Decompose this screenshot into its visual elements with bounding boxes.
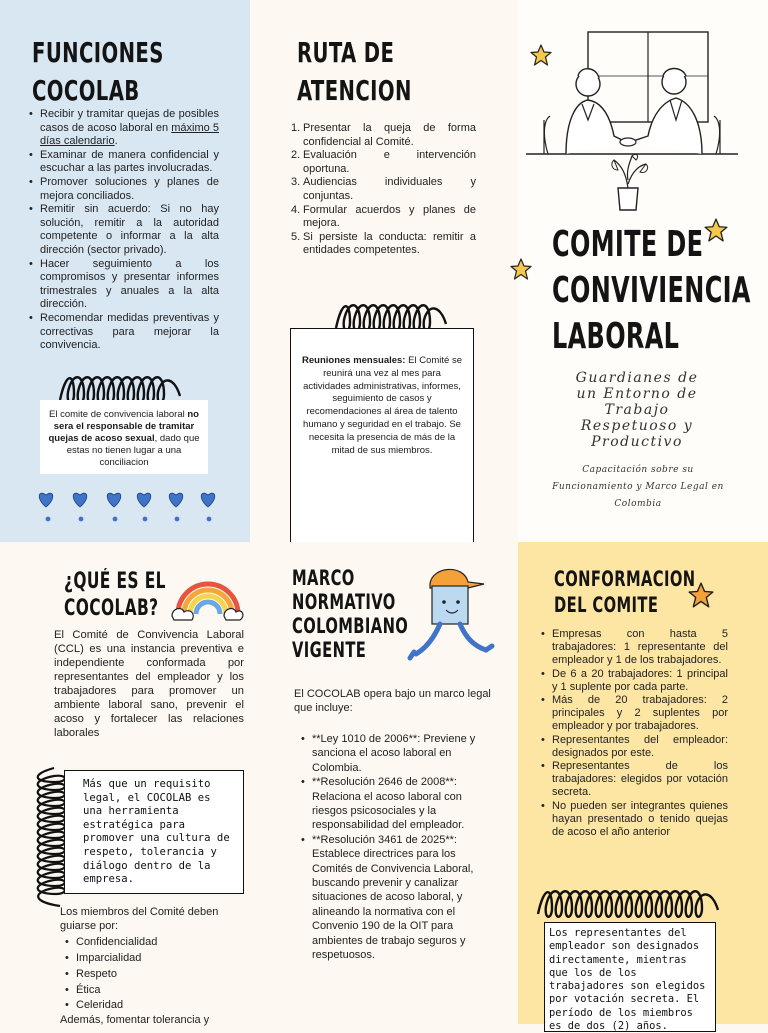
funciones-item-text: Examinar de manera confidencial y escuchar a las partes involucradas. xyxy=(40,148,219,175)
conformacion-list xyxy=(540,628,728,839)
conformacion-item: • Representantes de los trabajadores: elegidos por votación secreta. xyxy=(540,760,728,800)
funciones-item xyxy=(28,149,219,176)
law-item: • **Ley 1010 de 2006**: Previene y sanciona el acoso laboral en Colombia. xyxy=(300,732,490,775)
cover-subtitle: Guardianes de un Entorno de Trabajo Respetuoso y Productivo xyxy=(575,370,699,450)
principles-list xyxy=(64,935,250,1014)
principle-item: • Confidencialidad xyxy=(64,935,250,951)
conformacion-item: • Más de 20 trabajadores: 2 principales y 2 suplentes por empleador y por trabajadores. xyxy=(540,694,728,734)
spiral-binding-icon xyxy=(536,890,722,926)
que-es-note: Más que un requisito legal, el COCOLAB es una herramienta estratégica para promover una cultura de respeto, tolerancia y diálogo dentro de la empresa. xyxy=(64,770,244,894)
rainbow-icon xyxy=(170,564,244,626)
cover-caption: Capacitación sobre su Funcionamiento y Marco Legal en Colombia xyxy=(552,465,724,509)
funciones-item xyxy=(28,203,219,257)
law-item: • **Resolución 2646 de 2008**: Relaciona el acoso laboral con riesgos psicosociales y la responsabilidad del empleador. xyxy=(300,775,490,833)
marco-panel xyxy=(270,542,518,1024)
funciones-item xyxy=(28,108,219,149)
principles-section: Los miembros del Comité deben guiarse por: • Confidencialidad • Imparcialidad • Respeto • Ética • Celeridad Además, fomentar tolerancia y xyxy=(60,906,250,1028)
star-icon xyxy=(510,258,532,280)
ruta-step: Formular acuerdos y planes de mejora. xyxy=(303,203,476,230)
funciones-item-text: Recomendar medidas preventivas y correctivas para mejorar la convivencia. xyxy=(40,311,219,352)
ruta-note: Reuniones mensuales: El Comité se reunirá una vez al mes para actividades administrativas, informes, seguimiento de casos y recomendaciones al área de talento humano y seguridad en el trabajo. Se necesita la presencia de más de la mitad de sus miembros. xyxy=(290,328,474,562)
que-es-body: El Comité de Convivencia Laboral (CCL) es una instancia preventiva e independiente conformada por representantes del empleador y los trabajadores para promover un ambiente laboral sano, prevenir el acoso y fortalecer las relaciones laborales xyxy=(54,629,244,739)
star-icon xyxy=(688,582,714,608)
conformacion-item: • Representantes del empleador: designados por este. xyxy=(540,734,728,760)
conformacion-note: Los representantes del empleador son designados directamente, mientras que los de los trabajadores son elegidos por votación secreta. El período de los miembros es de dos (2) años. xyxy=(544,922,716,1032)
funciones-item-text: Remitir sin acuerdo: Si no hay solución, remitir a la autoridad competente o informar a la alta dirección (sector privado). xyxy=(40,203,219,256)
ruta-panel xyxy=(250,0,518,542)
cover-title: COMITE DE CONVIVIENCIA LABORAL xyxy=(552,224,751,357)
funciones-list xyxy=(28,108,219,353)
principle-item: • Respeto xyxy=(64,967,250,983)
marco-laws-list xyxy=(300,732,490,963)
funciones-item-text: Promover soluciones y planes de mejora conciliados. xyxy=(40,175,219,202)
ruta-title: RUTA DE ATENCION xyxy=(297,36,412,107)
principle-item: • Imparcialidad xyxy=(64,951,250,967)
principle-item: • Celeridad xyxy=(64,998,250,1014)
funciones-item xyxy=(28,176,219,203)
conformacion-panel xyxy=(518,542,768,1033)
principle-item: • Ética xyxy=(64,983,250,999)
funciones-item xyxy=(28,312,219,353)
ruta-step: Si persiste la conducta: remitir a entidades competentes. xyxy=(303,230,476,257)
funciones-title: FUNCIONES COCOLAB xyxy=(32,36,164,107)
ruta-steps xyxy=(291,122,476,258)
conformacion-item: • Empresas con hasta 5 trabajadores: 1 representante del empleador y 1 de los trabajadores. xyxy=(540,628,728,668)
marco-intro: El COCOLAB opera bajo un marco legal que incluye: xyxy=(294,688,491,714)
law-item: • **Resolución 3461 de 2025**: Establece directrices para los Comités de Convivencia Laboral, buscando prevenir y canalizar situaciones de acoso laboral, y alineando la normativa con el Convenio 190 de la OIT para ambientes de trabajo seguros y respetuosos. xyxy=(300,833,490,963)
funciones-item-text: Hacer seguimiento a los compromisos y presentar informes trimestrales y anuales a la alta dirección. xyxy=(40,257,219,311)
funciones-note: El comite de convivencia laboral no sera el responsable de tramitar quejas de acoso sexual, dado que estas no tienen lugar a una conciliacion xyxy=(40,400,208,474)
ruta-step: Presentar la queja de forma confidencial al Comité. xyxy=(303,122,476,148)
walking-box-character-icon xyxy=(408,562,498,672)
cover-panel xyxy=(518,0,768,542)
conformacion-item: • No pueden ser integrantes quienes hayan presentado o tenido quejas de acoso el año anterior xyxy=(540,800,728,840)
marco-title: MARCO NORMATIVO COLOMBIANO VIGENTE xyxy=(292,566,409,662)
funciones-item xyxy=(28,258,219,312)
hearts-decoration-icon xyxy=(34,485,224,525)
conformacion-item: • De 6 a 20 trabajadores: 1 principal y 1 suplente por cada parte. xyxy=(540,668,728,694)
que-es-panel xyxy=(0,542,270,1027)
handshake-illustration-icon xyxy=(526,24,738,214)
star-icon xyxy=(530,44,552,66)
deadline-text: máximo 5 días calendario xyxy=(40,121,219,148)
funciones-item-suffix: . xyxy=(114,135,118,148)
conformacion-title: CONFORMACION DEL COMITE xyxy=(554,567,696,617)
funciones-item-text: Recibir y tramitar quejas de posibles casos de acoso laboral en xyxy=(40,108,219,134)
ruta-step: Evaluación e intervención oportuna. xyxy=(303,149,476,175)
funciones-panel xyxy=(0,0,250,542)
que-es-title: ¿QUÉ ES EL COCOLAB? xyxy=(64,569,166,621)
ruta-step: Audiencias individuales y conjuntas. xyxy=(303,176,476,202)
